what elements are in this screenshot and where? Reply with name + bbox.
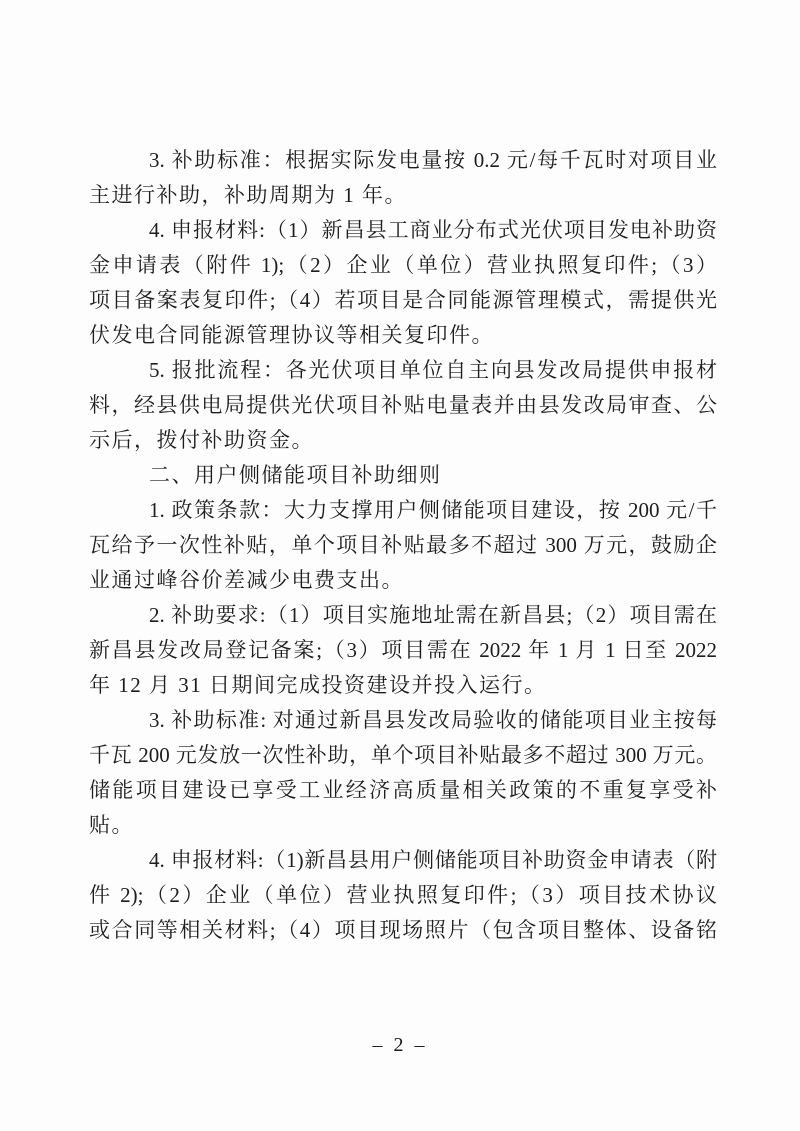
text-line: 金申请表（附件 1);（2）企业（单位）营业执照复印件;（3）: [89, 253, 717, 277]
text-line: 3. 补助标准：根据实际发电量按 0.2 元/每千瓦时对项目业: [149, 148, 717, 172]
text-line: 贴。: [89, 813, 134, 837]
text-line: 新昌县发改局登记备案;（3）项目需在 2022 年 1 月 1 日至 2022: [89, 638, 717, 662]
document-body: [89, 143, 717, 948]
text-line: 瓦给予一次性补贴，单个项目补贴最多不超过 300 万元，鼓励企: [89, 533, 717, 557]
text-line: 年 12 月 31 日期间完成投资建设并投入运行。: [89, 673, 547, 697]
text-line: 项目备案表复印件;（4）若项目是合同能源管理模式，需提供光: [89, 288, 717, 312]
page-number: – 2 –: [372, 1034, 428, 1056]
paragraph-storage-application-materials: [89, 843, 717, 948]
text-line: 5. 报批流程：各光伏项目单位自主向县发改局提供申报材: [149, 358, 717, 382]
paragraph-pv-application-materials: [89, 213, 717, 353]
text-line: 4. 申报材料:（1）新昌县工商业分布式光伏项目发电补助资: [149, 218, 717, 242]
paragraph-storage-subsidy-requirements: [89, 598, 717, 703]
paragraph-pv-subsidy-standard: [89, 143, 717, 213]
text-line: 业通过峰谷价差减少电费支出。: [89, 568, 404, 592]
text-line: 储能项目建设已享受工业经济高质量相关政策的不重复享受补: [89, 778, 717, 802]
paragraph-storage-policy-terms: [89, 493, 717, 598]
text-line: 伏发电合同能源管理协议等相关复印件。: [89, 323, 494, 347]
text-line: 4. 申报材料:（1)新昌县用户侧储能项目补助资金申请表（附: [149, 848, 717, 872]
text-line: 或合同等相关材料;（4）项目现场照片（包含项目整体、设备铭: [89, 918, 717, 942]
text-line: 主进行补助，补助周期为 1 年。: [89, 183, 407, 207]
text-line: 2. 补助要求:（1）项目实施地址需在新昌县;（2）项目需在: [149, 603, 717, 627]
text-line: 料，经县供电局提供光伏项目补贴电量表并由县发改局审查、公: [89, 393, 717, 417]
section-heading-storage-rules: 二、用户侧储能项目补助细则: [149, 463, 442, 487]
text-line: 件 2);（2）企业（单位）营业执照复印件;（3）项目技术协议: [89, 883, 717, 907]
text-line: 千瓦 200 元发放一次性补助，单个项目补贴最多不超过 300 万元。: [89, 743, 717, 767]
text-line: 1. 政策条款：大力支撑用户侧储能项目建设，按 200 元/千: [149, 498, 717, 522]
paragraph-storage-subsidy-standard: [89, 703, 717, 843]
text-line: 示后，拨付补助资金。: [89, 428, 314, 452]
paragraph-pv-approval-process: [89, 353, 717, 458]
text-line: 3. 补助标准: 对通过新昌县发改局验收的储能项目业主按每: [149, 708, 717, 732]
